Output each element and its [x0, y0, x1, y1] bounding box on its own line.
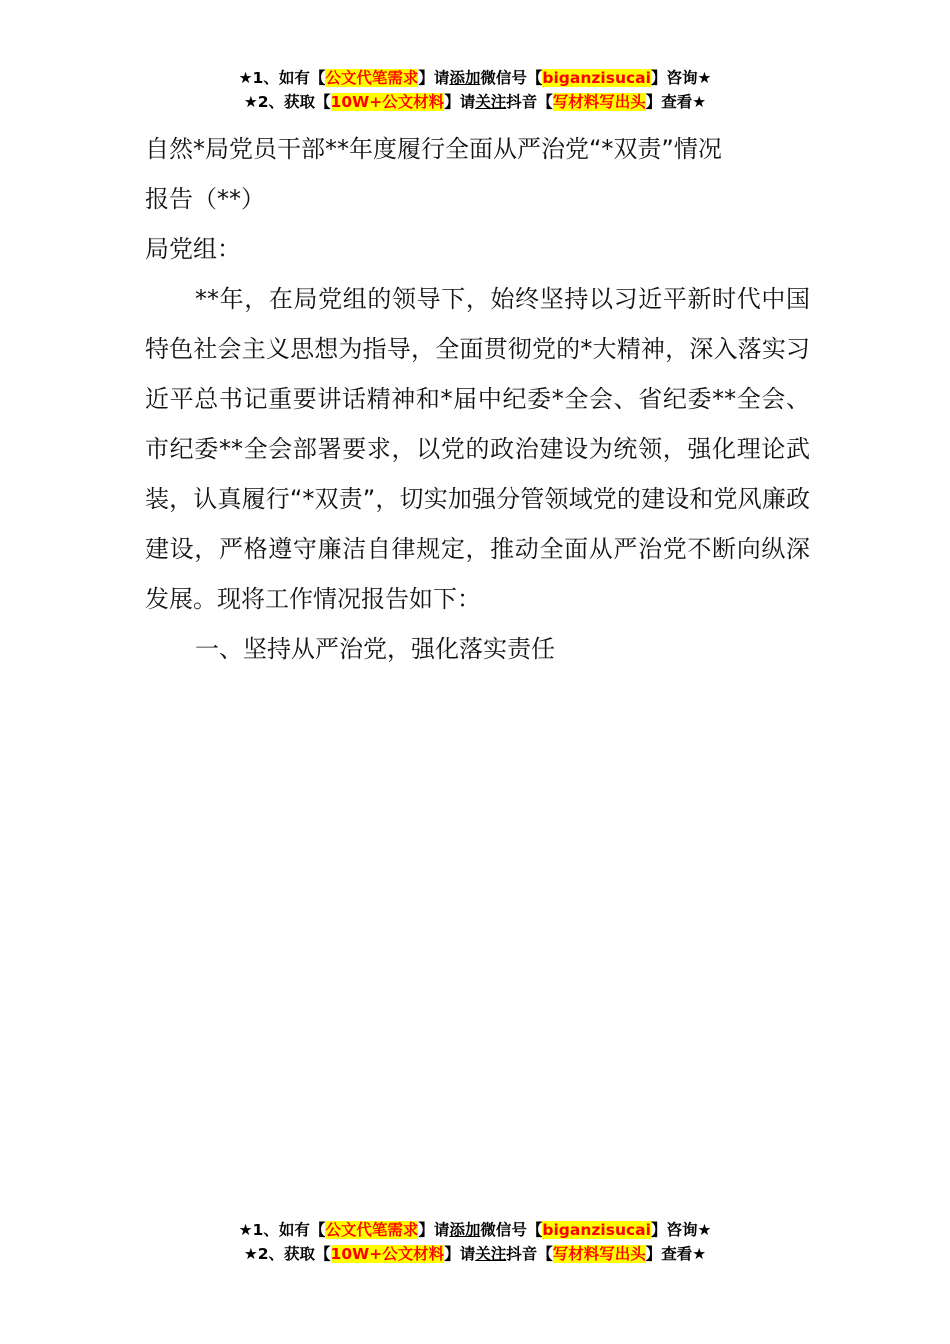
highlight-wechat-id: biganzisucai	[542, 69, 651, 87]
banner-line-1: ★1、如有【公文代笔需求】请添加微信号【biganzisucai】咨询★	[238, 1221, 712, 1239]
highlight-materials: 10W+公文材料	[330, 1245, 445, 1263]
banner-line-2: ★2、获取【10W+公文材料】请关注抖音【写材料写出头】查看★	[243, 93, 707, 111]
salutation: 局党组：	[145, 235, 241, 263]
highlight-service: 公文代笔需求	[325, 1221, 419, 1239]
highlight-wechat-id: biganzisucai	[542, 1221, 651, 1239]
bottom-banner	[0, 1218, 950, 1266]
top-banner	[0, 66, 950, 114]
highlight-service: 公文代笔需求	[325, 69, 419, 87]
banner-line-2: ★2、获取【10W+公文材料】请关注抖音【写材料写出头】查看★	[243, 1245, 707, 1263]
section-heading-1: 一、坚持从严治党，强化落实责任	[195, 635, 555, 663]
highlight-douyin: 写材料写出头	[552, 1245, 646, 1263]
highlight-douyin: 写材料写出头	[552, 93, 646, 111]
body-paragraph: **年，在局党组的领导下，始终坚持以习近平新时代中国特色社会主义思想为指导，全面贯彻党的*大精神，深入落实习近平总书记重要讲话精神和*届中纪委*全会、省纪委**全会、市纪委**全会部署要求，以党的政治建设为统领，强化理论武装，认真履行“*双责”，切实加强分管领域党的建设和党风廉政建设，严格遵守廉洁自律规定，推动全面从严治党不断向纵深发展。现将工作情况报告如下：	[145, 285, 810, 613]
highlight-materials: 10W+公文材料	[330, 93, 445, 111]
document-body	[145, 124, 810, 674]
banner-line-1: ★1、如有【公文代笔需求】请添加微信号【biganzisucai】咨询★	[238, 69, 712, 87]
document-title-line-2: 报告（**）	[145, 185, 265, 213]
document-title-line-1: 自然*局党员干部**年度履行全面从严治党“*双责”情况	[145, 135, 722, 163]
